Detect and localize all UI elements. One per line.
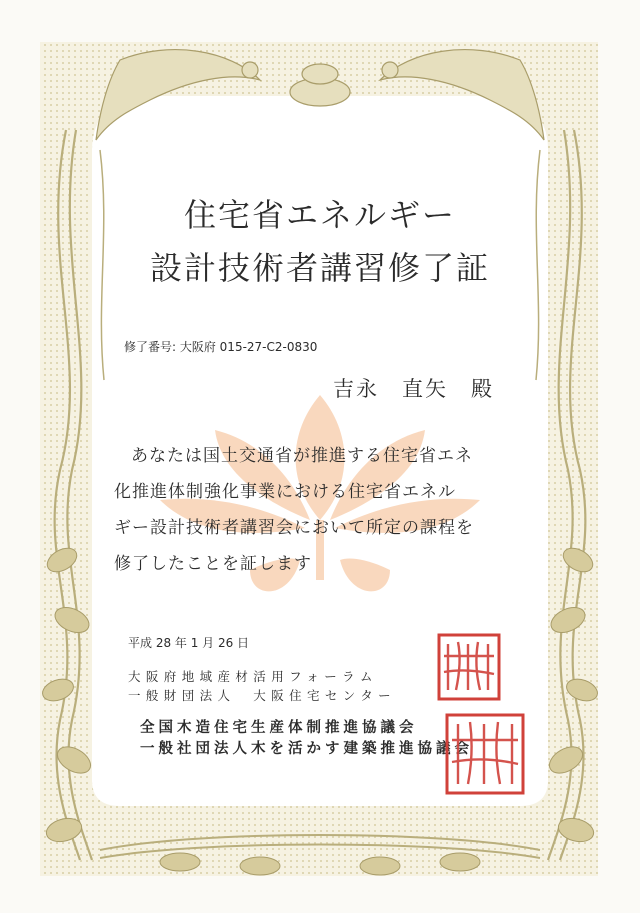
recipient-name: 吉永 直矢 殿	[333, 377, 494, 401]
body-line: 修了したことを証します	[114, 554, 312, 574]
issuer-1-line-1: 大阪府地域産材活用フォーラム	[128, 669, 378, 684]
issuer-1-line-2: 一般財団法人 大阪住宅センター	[128, 688, 397, 703]
issuer-2-line-2: 一般社団法人木を活かす建築推進協議会	[140, 741, 473, 757]
issuer-2-line-1: 全国木造住宅生産体制推進協議会	[140, 720, 418, 736]
body-line: 化推進体制強化事業における住宅省エネル	[114, 482, 456, 502]
body-line: ギー設計技術者講習会において所定の課程を	[114, 518, 474, 538]
red-seal	[444, 712, 526, 796]
issue-date: 平成 28 年 1 月 26 日	[128, 636, 250, 650]
title-line-1: 住宅省エネルギー	[183, 196, 456, 234]
body-line: あなたは国土交通省が推進する住宅省エネ	[131, 446, 473, 466]
certificate-number: 修了番号: 大阪府 015-27-C2-0830	[124, 340, 318, 354]
title-line-2: 設計技術者講習修了証	[149, 249, 490, 287]
red-seal	[436, 632, 502, 702]
certificate-body	[114, 438, 534, 582]
